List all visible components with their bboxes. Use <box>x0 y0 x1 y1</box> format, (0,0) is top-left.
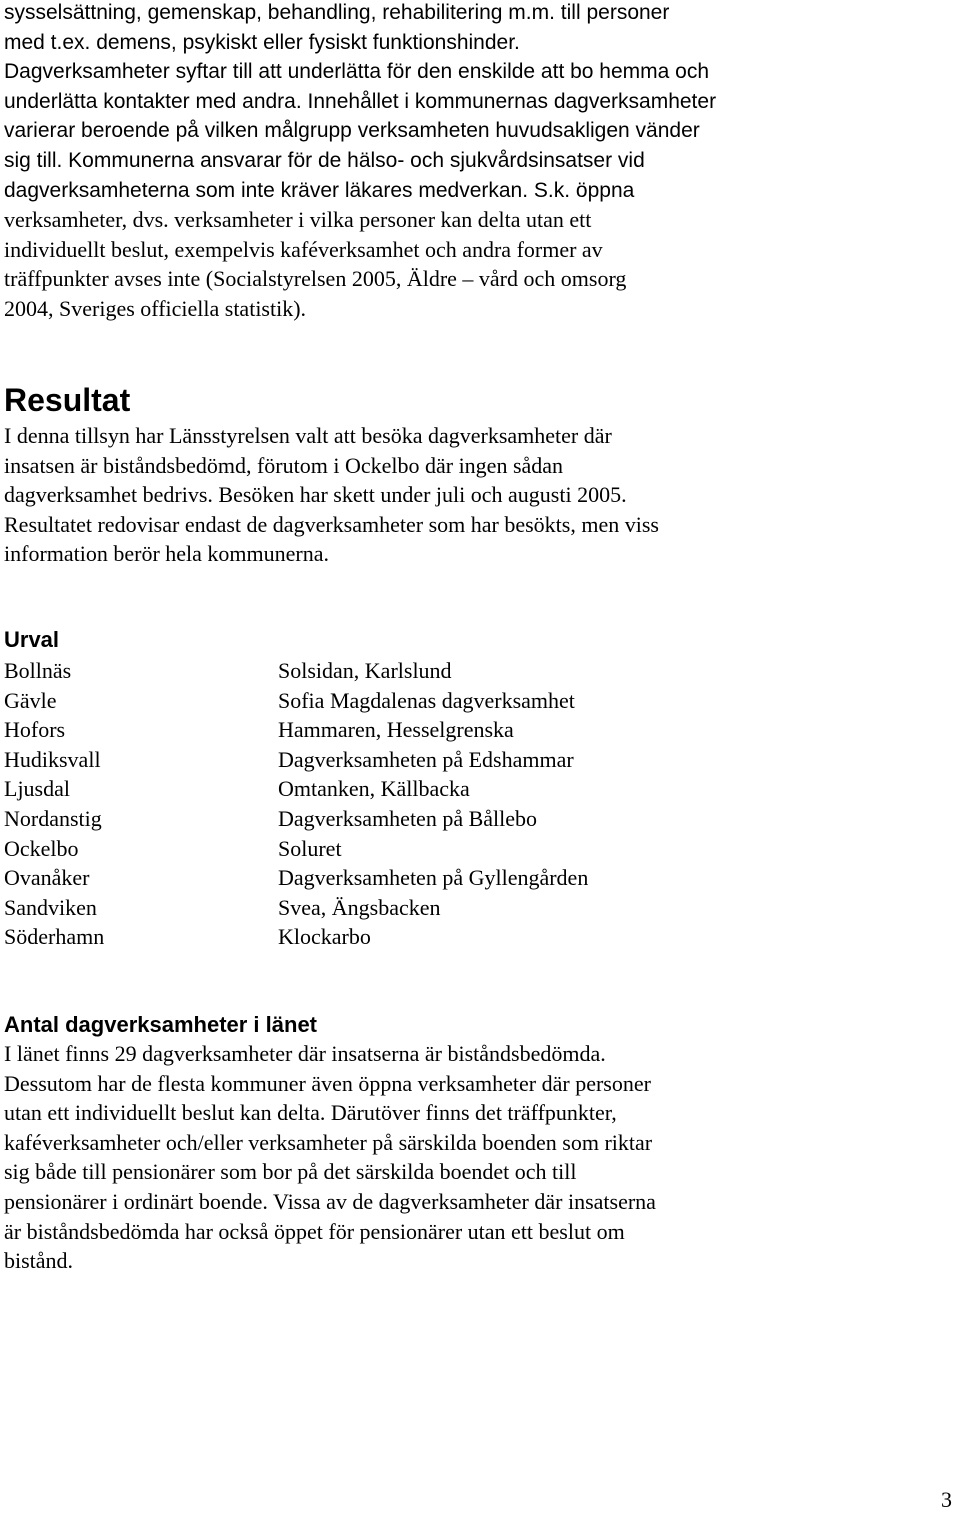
intro-line: Dagverksamheter syftar till att underlätta för den enskilde att bo hemma och <box>4 60 710 84</box>
verksamhet-cell: Dagverksamheten på Bållebo <box>278 805 538 831</box>
intro-line: verksamheter, dvs. verksamheter i vilka personer kan delta utan ett <box>4 207 592 233</box>
verksamhet-cell: Hammaren, Hesselgrenska <box>278 717 514 743</box>
intro-line: sysselsättning, gemenskap, behandling, rehabilitering m.m. till personer <box>4 1 670 24</box>
kommun-cell: Söderhamn <box>4 924 105 950</box>
table-row <box>4 863 764 893</box>
antal-paragraph <box>4 1039 956 1276</box>
intro-line: träffpunkter avses inte (Socialstyrelsen 2005, Äldre – vård och omsorg <box>4 266 627 292</box>
table-row <box>4 893 764 923</box>
antal-line: är biståndsbedömda har också öppet för pensionärer utan ett beslut om <box>4 1218 625 1244</box>
table-row <box>4 656 764 686</box>
resultat-line: information berör hela kommunerna. <box>4 541 330 567</box>
intro-line: dagverksamheterna som inte kräver läkares medverkan. S.k. öppna <box>4 178 635 202</box>
intro-paragraph <box>4 0 956 324</box>
antal-line: sig både till pensionärer som bor på det särskilda boendet och till <box>4 1159 577 1185</box>
resultat-line: insatsen är biståndsbedömd, förutom i Ockelbo där ingen sådan <box>4 452 564 478</box>
kommun-cell: Ljusdal <box>4 776 70 802</box>
antal-line: pensionärer i ordinärt boende. Vissa av de dagverksamheter där insatserna <box>4 1188 656 1214</box>
kommun-cell: Bollnäs <box>4 658 72 683</box>
verksamhet-cell: Sofia Magdalenas dagverksamhet <box>278 687 575 713</box>
kommun-cell: Nordanstig <box>4 805 102 831</box>
resultat-paragraph <box>4 421 956 569</box>
intro-line: med t.ex. demens, psykiskt eller fysiskt funktionshinder. <box>4 30 520 54</box>
antal-line: bistånd. <box>4 1248 74 1274</box>
antal-line: I länet finns 29 dagverksamheter där insatserna är biståndsbedömda. <box>4 1041 606 1066</box>
intro-line: individuellt beslut, exempelvis kaféverksamhet och andra former av <box>4 236 603 262</box>
table-row <box>4 804 764 834</box>
verksamhet-cell: Svea, Ängsbacken <box>278 894 441 920</box>
kommun-cell: Hudiksvall <box>4 746 101 772</box>
kommun-cell: Gävle <box>4 687 57 713</box>
table-row <box>4 686 764 716</box>
urval-heading: Urval <box>4 627 60 652</box>
verksamhet-cell: Dagverksamheten på Edshammar <box>278 746 574 772</box>
intro-line: 2004, Sveriges officiella statistik). <box>4 295 307 321</box>
resultat-line: I denna tillsyn har Länsstyrelsen valt att besöka dagverksamheter där <box>4 423 612 448</box>
urval-table <box>4 656 764 952</box>
kommun-cell: Ovanåker <box>4 865 90 891</box>
verksamhet-cell: Omtanken, Källbacka <box>278 776 470 802</box>
table-row <box>4 774 764 804</box>
table-row <box>4 834 764 864</box>
table-row <box>4 715 764 745</box>
antal-line: utan ett individuellt beslut kan delta. Därutöver finns det träffpunkter, <box>4 1100 617 1126</box>
intro-line: underlätta kontakter med andra. Innehållet i kommunernas dagverksamheter <box>4 89 717 113</box>
verksamhet-cell: Klockarbo <box>278 924 371 950</box>
resultat-line: dagverksamhet bedrivs. Besöken har skett under juli och augusti 2005. <box>4 482 627 508</box>
page-number: 3 <box>941 1487 952 1512</box>
resultat-line: Resultatet redovisar endast de dagverksamheter som har besökts, men viss <box>4 511 659 537</box>
antal-line: Dessutom har de flesta kommuner även öppna verksamheter där personer <box>4 1070 651 1096</box>
kommun-cell: Sandviken <box>4 894 97 920</box>
antal-heading: Antal dagverksamheter i länet <box>4 1012 318 1037</box>
table-row <box>4 745 764 775</box>
table-row <box>4 922 764 952</box>
antal-line: kaféverksamheter och/eller verksamheter på särskilda boenden som riktar <box>4 1129 653 1155</box>
kommun-cell: Ockelbo <box>4 835 79 861</box>
intro-line: varierar beroende på vilken målgrupp verksamheten huvudsakligen vänder <box>4 119 700 143</box>
intro-line: sig till. Kommunerna ansvarar för de hälso- och sjukvårdsinsatser vid <box>4 148 645 172</box>
kommun-cell: Hofors <box>4 717 66 743</box>
document-page <box>4 0 956 1515</box>
verksamhet-cell: Dagverksamheten på Gyllengården <box>278 865 589 891</box>
resultat-heading: Resultat <box>4 382 131 418</box>
verksamhet-cell: Solsidan, Karlslund <box>278 658 452 683</box>
verksamhet-cell: Soluret <box>278 835 342 861</box>
